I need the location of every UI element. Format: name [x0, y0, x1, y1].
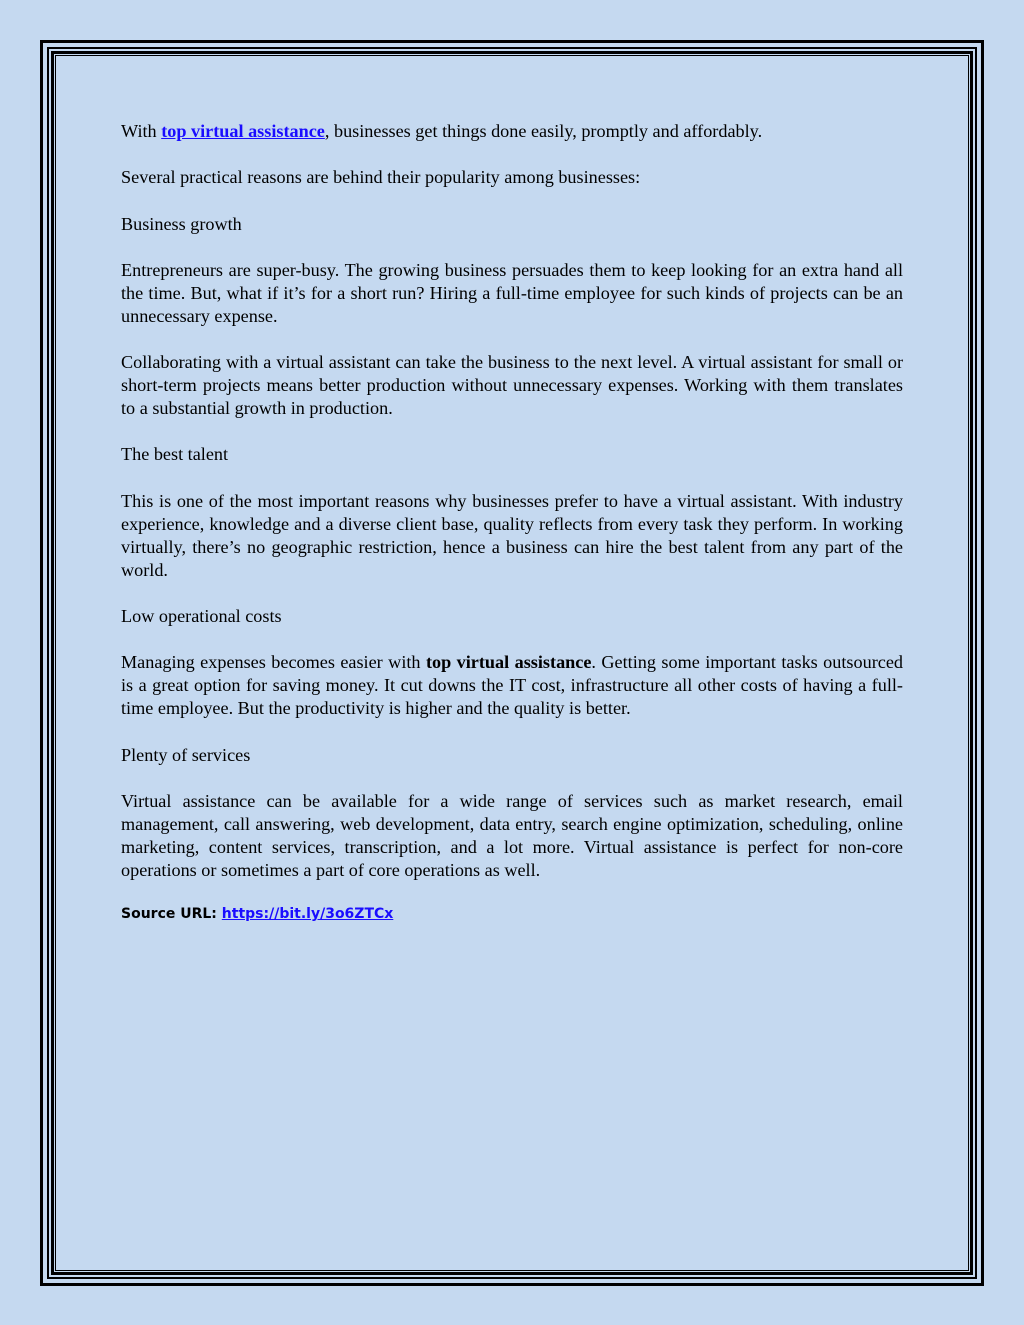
heading-business-growth: Business growth [121, 213, 242, 234]
services-paragraph: Virtual assistance can be available for a wide range of services such as market research, email management, call answering, web development, data entry, search engine optimization, scheduling, online marketing, content services, transcription, and a lot more. Virtual assistance is perfect for non-core operations or sometimes a part of core operations as well. [121, 790, 903, 880]
intro-paragraph [121, 120, 903, 143]
heading-plenty-of-services: Plenty of services [121, 744, 251, 765]
heading-best-talent: The best talent [121, 444, 229, 465]
source-label: Source URL: [121, 906, 222, 923]
source-line [121, 903, 903, 926]
costs-after: . Getting some important tasks outsourced is a great option for saving money. It cut downs the IT cost, infrastructure all other costs of having a full-time employee. But the productivity is higher and the quality is better. [121, 652, 903, 719]
heading-low-operational-costs: Low operational costs [121, 606, 282, 627]
reasons-paragraph: Several practical reasons are behind their popularity among businesses: [121, 167, 641, 188]
costs-paragraph [121, 651, 903, 720]
growth-paragraph-1: Entrepreneurs are super-busy. The growing business persuades them to keep looking for an extra hand all the time. But, what if it’s for a short run? Hiring a full-time employee for such kinds of projects can be an unnecessary expense. [121, 259, 903, 326]
intro-after: , businesses get things done easily, promptly and affordably. [324, 121, 763, 141]
talent-paragraph: This is one of the most important reasons why businesses prefer to have a virtual assistant. With industry experience, knowledge and a diverse client base, quality reflects from every task they perform. In working virtually, there’s no geographic restriction, hence a business can hire the best talent from any part of the world. [121, 490, 903, 580]
source-url-link[interactable]: https://bit.ly/3o6ZTCx [221, 906, 394, 923]
top-virtual-assistance-link[interactable]: top virtual assistance [161, 121, 325, 141]
intro-before: With [121, 121, 162, 141]
costs-before: Managing expenses becomes easier with [121, 652, 426, 673]
document-body [121, 120, 903, 926]
costs-bold-phrase: top virtual assistance [425, 652, 592, 673]
growth-paragraph-2: Collaborating with a virtual assistant can take the business to the next level. A virtual assistant for small or short-term projects means better production without unnecessary expenses. Working with them translates to a substantial growth in production. [121, 352, 903, 419]
